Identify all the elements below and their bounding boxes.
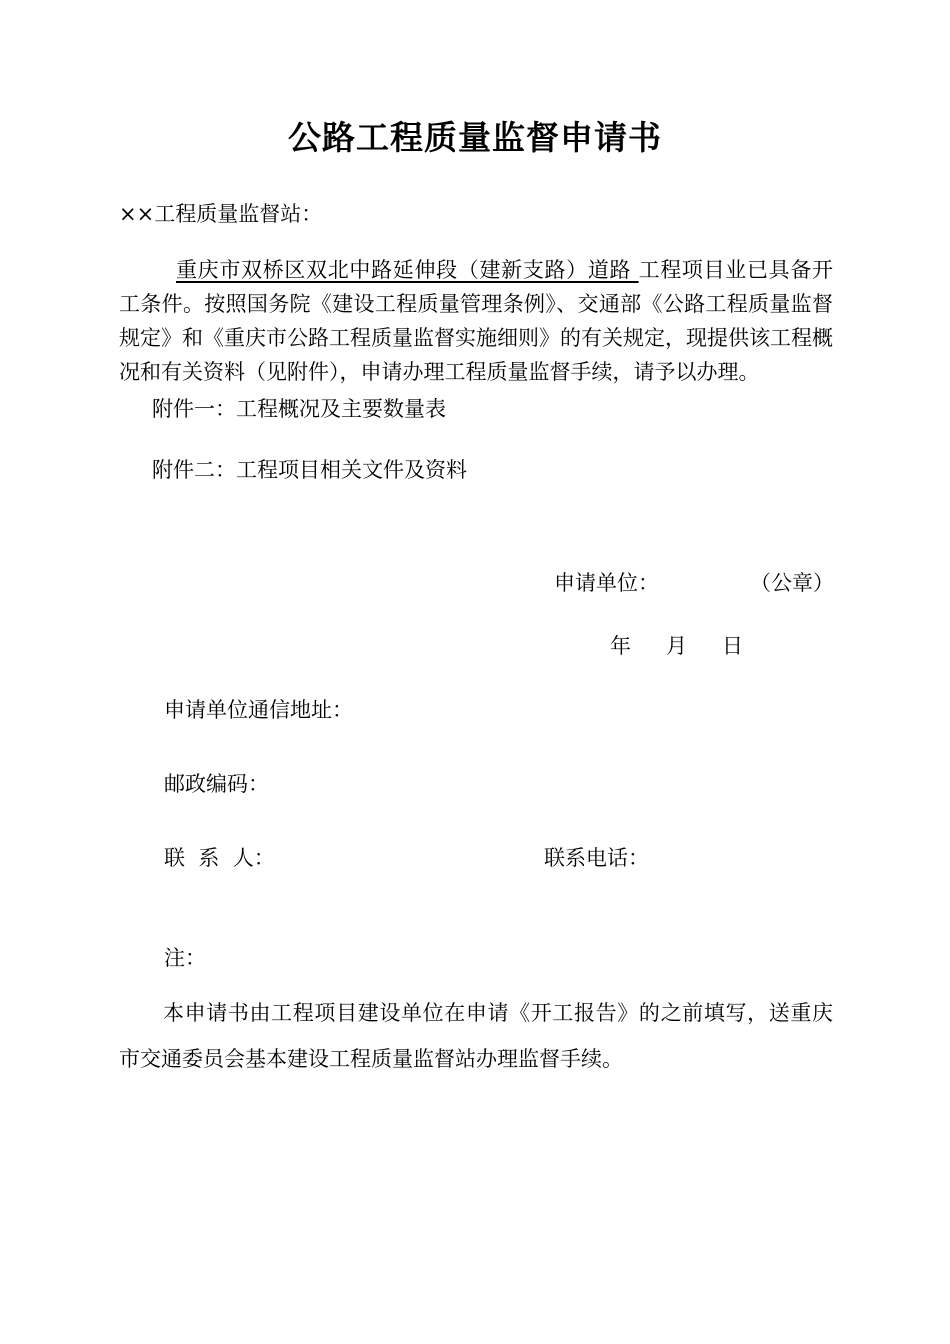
- attachment-1: 附件一：工程概况及主要数量表: [152, 397, 446, 421]
- recipient-line: ××工程质量监督站：: [119, 202, 323, 226]
- date-day: 日: [722, 634, 743, 658]
- project-name: 重庆市双桥区双北中路延伸段（建新支路）道路: [176, 258, 639, 282]
- phone-label: 联系电话：: [544, 846, 649, 870]
- document-title: 公路工程质量监督申请书: [288, 118, 662, 157]
- note-text: 本申请书由工程项目建设单位在申请《开工报告》的之前填写，送重庆市交通委员会基本建设工程质量监督站办理监督手续。: [119, 1001, 833, 1071]
- postcode-label: 邮政编码：: [164, 772, 269, 796]
- attachment-2: 附件二：工程项目相关文件及资料: [152, 458, 467, 482]
- main-paragraph: [119, 253, 833, 389]
- contact-label: 联 系 人：: [164, 846, 275, 870]
- body-text: 工程项目业已具备开工条件。按照国务院《建设工程质量管理条例》、交通部《公路工程质量监督规定》和《重庆市公路工程质量监督实施细则》的有关规定，现提供该工程概况和有关资料（见附件），申请办理工程质量监督手续，请予以办理。: [119, 258, 833, 384]
- date-year: 年: [610, 634, 631, 658]
- applicant-label: 申请单位：: [554, 571, 659, 595]
- address-label: 申请单位通信地址：: [164, 698, 353, 722]
- date-month: 月: [666, 634, 687, 658]
- seal-label: （公章）: [750, 571, 834, 595]
- note-label: 注：: [164, 946, 206, 970]
